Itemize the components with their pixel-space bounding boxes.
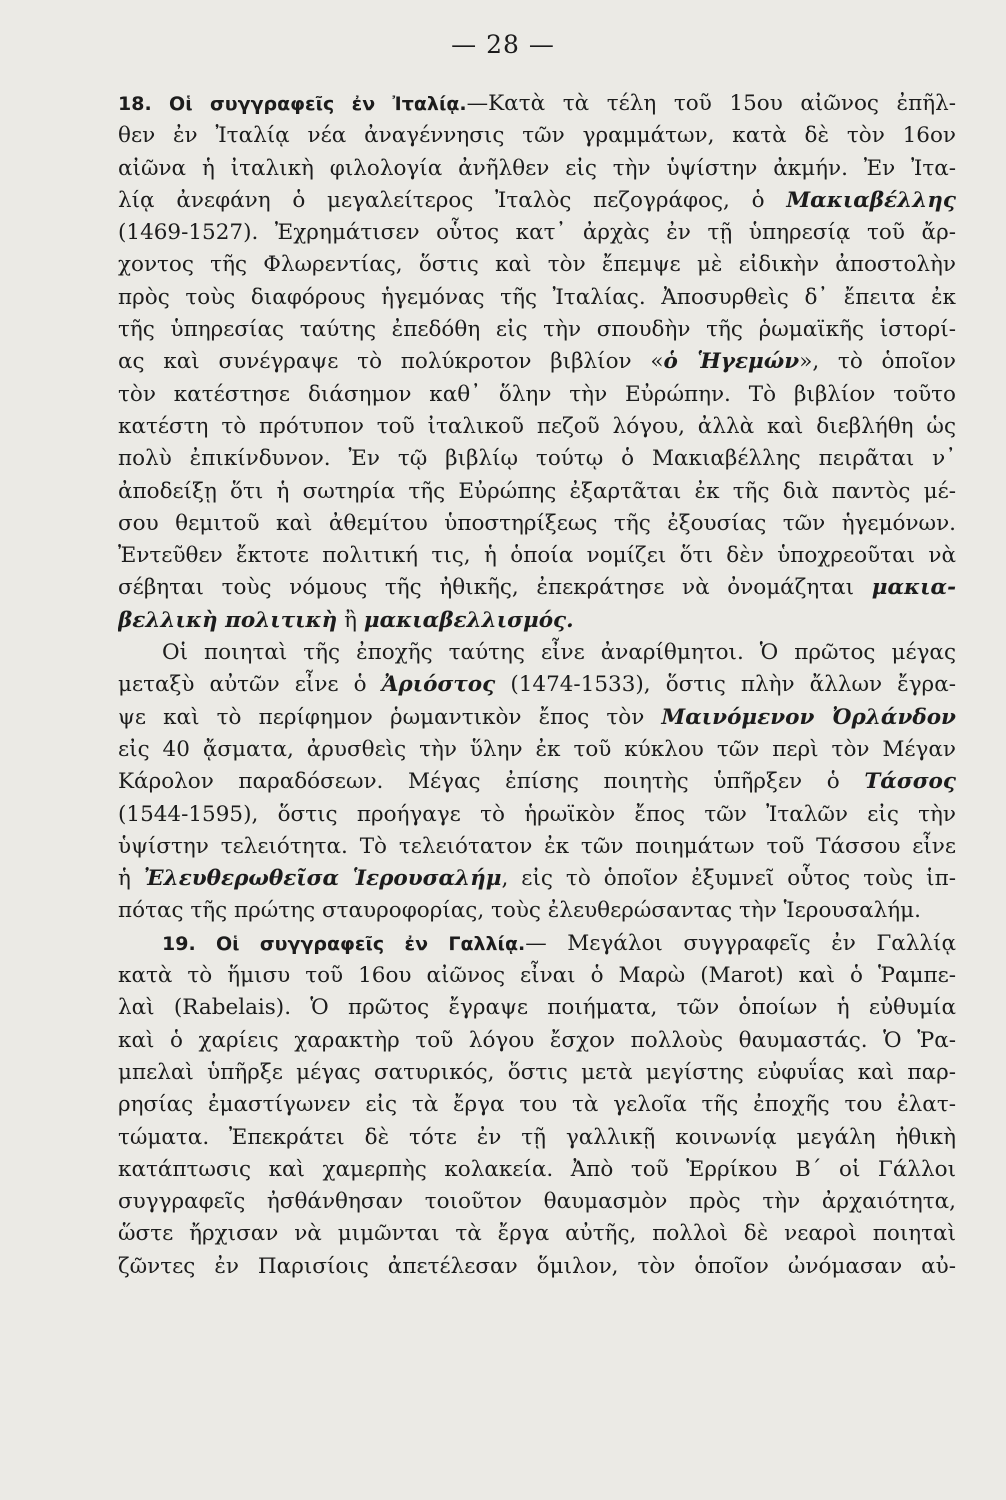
text-span: μεταξὺ αὐτῶν εἶνε ὁ: [118, 672, 382, 698]
text-line: [118, 1122, 956, 1154]
text-line: [118, 120, 956, 152]
text-line: [118, 282, 956, 314]
text-line: [118, 1186, 956, 1218]
text-span: ζῶντες ἐν Παρισίοις ἀπετέλεσαν ὅμιλον, τὸν ὁποῖον ὠνόμασαν αὐ-: [118, 1253, 956, 1279]
section-heading: 19. Οἱ συγγραφεῖς ἐν Γαλλίᾳ.: [162, 932, 526, 955]
text-line: [118, 314, 956, 346]
text-line: [118, 185, 956, 217]
text-line: [118, 411, 956, 443]
text-line: [118, 1154, 956, 1186]
text-line: [118, 379, 956, 411]
text-span: », τὸ ὁποῖον: [799, 349, 956, 375]
text-span: ὑψίστην τελειότητα. Τὸ τελειότατον ἐκ τῶν ποιημάτων τοῦ Τάσσου εἶνε: [118, 833, 956, 859]
emphasis-text: Μαινόμενον Ὀρλάνδον: [661, 704, 956, 730]
text-line: [118, 1218, 956, 1250]
text-span: (1544-1595), ὅστις προήγαγε τὸ ἡρωϊκὸν ἔπος τῶν Ἰταλῶν εἰς τὴν: [118, 801, 956, 827]
emphasis-text: Ἀριόστος: [381, 672, 496, 698]
text-line: [118, 734, 956, 766]
emphasis-text: Τάσσος: [864, 769, 956, 795]
text-line: [118, 799, 956, 831]
text-span: —Κατὰ τὰ τέλη τοῦ 15ου αἰῶνος ἐπῆλ-: [466, 91, 956, 116]
text-line: [118, 1057, 956, 1089]
text-span: ας καὶ συνέγραψε τὸ πολύκροτον βιβλίον «: [118, 349, 664, 375]
text-line: [118, 928, 956, 960]
text-span: μπελαὶ ὑπῆρξε μέγας σατυρικός, ὅστις μετὰ μεγίστης εὐφυΐας καὶ παρ-: [118, 1059, 956, 1085]
text-line: [118, 831, 956, 863]
page-number: — 28 —: [451, 30, 555, 59]
text-line: [118, 572, 956, 604]
text-span: (1474-1533), ὅστις πλὴν ἄλλων ἔγρα-: [495, 672, 956, 698]
text-line: [118, 863, 956, 895]
text-span: , εἰς τὸ ὁποῖον ἐξυμνεῖ οὗτος τοὺς ἱπ-: [501, 866, 956, 892]
text-span: κατὰ τὸ ἥμισυ τοῦ 16ου αἰῶνος εἶναι ὁ Μαρὼ (Marot) καὶ ὁ Ῥαμπε-: [118, 963, 956, 989]
text-span: πολὺ ἐπικίνδυνον. Ἐν τῷ βιβλίῳ τούτῳ ὁ Μακιαβέλλης πειρᾶται ν᾽: [118, 446, 956, 472]
text-span: Οἱ ποιηταὶ τῆς ἐποχῆς ταύτης εἶνε ἀναρίθμητοι. Ὁ πρῶτος μέγας: [162, 640, 956, 666]
text-span: ρησίας ἐμαστίγωνεν εἰς τὰ ἔργα του τὰ γελοῖα τῆς ἐποχῆς του ἐλατ-: [118, 1092, 956, 1118]
emphasis-text: μακιαβελλισμός.: [363, 607, 574, 633]
text-line: [118, 1089, 956, 1121]
text-line: [118, 153, 956, 185]
text-span: πότας τῆς πρώτης σταυροφορίας, τοὺς ἐλευθερώσαντας τὴν Ἱερουσαλήμ.: [118, 898, 921, 924]
text-span: ἀποδείξῃ ὅτι ἡ σωτηρία τῆς Εὐρώπης ἐξαρτᾶται ἐκ τῆς διὰ παντὸς μέ-: [118, 478, 956, 504]
text-line: [118, 249, 956, 281]
text-line: [118, 702, 956, 734]
text-span: τὸν κατέστησε διάσημον καθ᾽ ὅλην τὴν Εὐρώπην. Τὸ βιβλίον τοῦτο: [118, 381, 956, 407]
text-span: ὥστε ἤρχισαν νὰ μιμῶνται τὰ ἔργα αὐτῆς, πολλοὶ δὲ νεαροὶ ποιηταὶ: [118, 1221, 956, 1247]
text-span: καὶ ὁ χαρίεις χαρακτὴρ τοῦ λόγου ἔσχον πολλοὺς θαυμαστάς. Ὁ Ῥα-: [118, 1027, 956, 1053]
text-line: [118, 637, 956, 669]
text-span: ψε καὶ τὸ περίφημον ῥωμαντικὸν ἔπος τὸν: [118, 704, 662, 730]
text-line: [118, 992, 956, 1024]
text-span: αἰῶνα ἡ ἰταλικὴ φιλολογία ἀνῆλθεν εἰς τὴν ὑψίστην ἀκμήν. Ἐν Ἰτα-: [118, 155, 956, 181]
emphasis-text: ὁ Ἡγεμών: [663, 349, 800, 375]
text-span: θεν ἐν Ἰταλίᾳ νέα ἀναγέννησις τῶν γραμμάτων, κατὰ δὲ τὸν 16ον: [118, 123, 956, 149]
text-line: [118, 508, 956, 540]
text-span: (1469-1527). Ἐχρημάτισεν οὗτος κατ᾽ ἀρχὰς ἐν τῇ ὑπηρεσίᾳ τοῦ ἄρ-: [118, 220, 956, 246]
text-line: [118, 346, 956, 378]
emphasis-text: Ἐλευθερωθεῖσα Ἱερουσαλήμ: [143, 866, 502, 892]
text-span: λαὶ (Rabelais). Ὁ πρῶτος ἔγραψε ποιήματα, τῶν ὁποίων ἡ εὐθυμία: [118, 995, 956, 1021]
text-line: [118, 605, 956, 637]
text-line: [118, 540, 956, 572]
text-line: [118, 1025, 956, 1057]
text-span: ἢ: [337, 607, 364, 633]
text-span: τῆς ὑπηρεσίας ταύτης ἐπεδόθη εἰς τὴν σπουδὴν τῆς ῥωμαϊκῆς ἱστορί-: [118, 317, 956, 343]
text-span: κατέστη τὸ πρότυπον τοῦ ἰταλικοῦ πεζοῦ λόγου, ἀλλὰ καὶ διεβλήθη ὡς: [118, 413, 956, 439]
text-span: Κάρολον παραδόσεων. Μέγας ἐπίσης ποιητὴς ὑπῆρξεν ὁ: [118, 769, 865, 795]
text-span: κατάπτωσις καὶ χαμερπὴς κολακεία. Ἀπὸ τοῦ Ἑρρίκου Β΄ οἱ Γάλλοι: [118, 1156, 956, 1182]
emphasis-text: μακια-: [871, 575, 956, 601]
body-text: [118, 88, 956, 1283]
text-span: πρὸς τοὺς διαφόρους ἡγεμόνας τῆς Ἰταλίας. Ἀποσυρθεὶς δ᾽ ἔπειτα ἐκ: [118, 284, 956, 310]
text-line: [118, 895, 956, 927]
text-span: ἡ: [118, 866, 144, 892]
text-line: [118, 443, 956, 475]
text-line: [118, 88, 956, 120]
text-span: τώματα. Ἐπεκράτει δὲ τότε ἐν τῇ γαλλικῇ κοινωνίᾳ μεγάλη ἠθικὴ: [118, 1124, 956, 1150]
text-span: σου θεμιτοῦ καὶ ἀθεμίτου ὑποστηρίξεως τῆς ἐξουσίας τῶν ἡγεμόνων.: [118, 510, 956, 536]
text-span: συγγραφεῖς ἠσθάνθησαν τοιοῦτον θαυμασμὸν πρὸς τὴν ἀρχαιότητα,: [118, 1189, 956, 1215]
text-line: [118, 217, 956, 249]
text-line: [118, 1251, 956, 1283]
emphasis-text: βελλικὴ πολιτικὴ: [118, 607, 338, 633]
text-span: λίᾳ ἀνεφάνη ὁ μεγαλείτερος Ἰταλὸς πεζογράφος, ὁ: [118, 187, 787, 213]
text-line: [118, 669, 956, 701]
text-span: σέβηται τοὺς νόμους τῆς ἠθικῆς, ἐπεκράτησε νὰ ὀνομάζηται: [118, 575, 872, 601]
section-heading: 18. Οἱ συγγραφεῖς ἐν Ἰταλίᾳ.: [118, 93, 467, 115]
text-span: χοντος τῆς Φλωρεντίας, ὅστις καὶ τὸν ἔπεμψε μὲ εἰδικὴν ἀποστολὴν: [118, 252, 956, 278]
text-span: Ἐντεῦθεν ἔκτοτε πολιτική τις, ἡ ὁποία νομίζει ὅτι δὲν ὑποχρεοῦται νὰ: [118, 543, 956, 569]
text-line: [118, 476, 956, 508]
text-span: εἰς 40 ᾄσματα, ἀρυσθεὶς τὴν ὕλην ἐκ τοῦ κύκλου τῶν περὶ τὸν Μέγαν: [118, 736, 956, 762]
text-line: [118, 960, 956, 992]
emphasis-text: Μακιαβέλλης: [786, 187, 956, 213]
text-line: [118, 766, 956, 798]
text-span: — Μεγάλοι συγγραφεῖς ἐν Γαλλίᾳ: [525, 930, 956, 956]
